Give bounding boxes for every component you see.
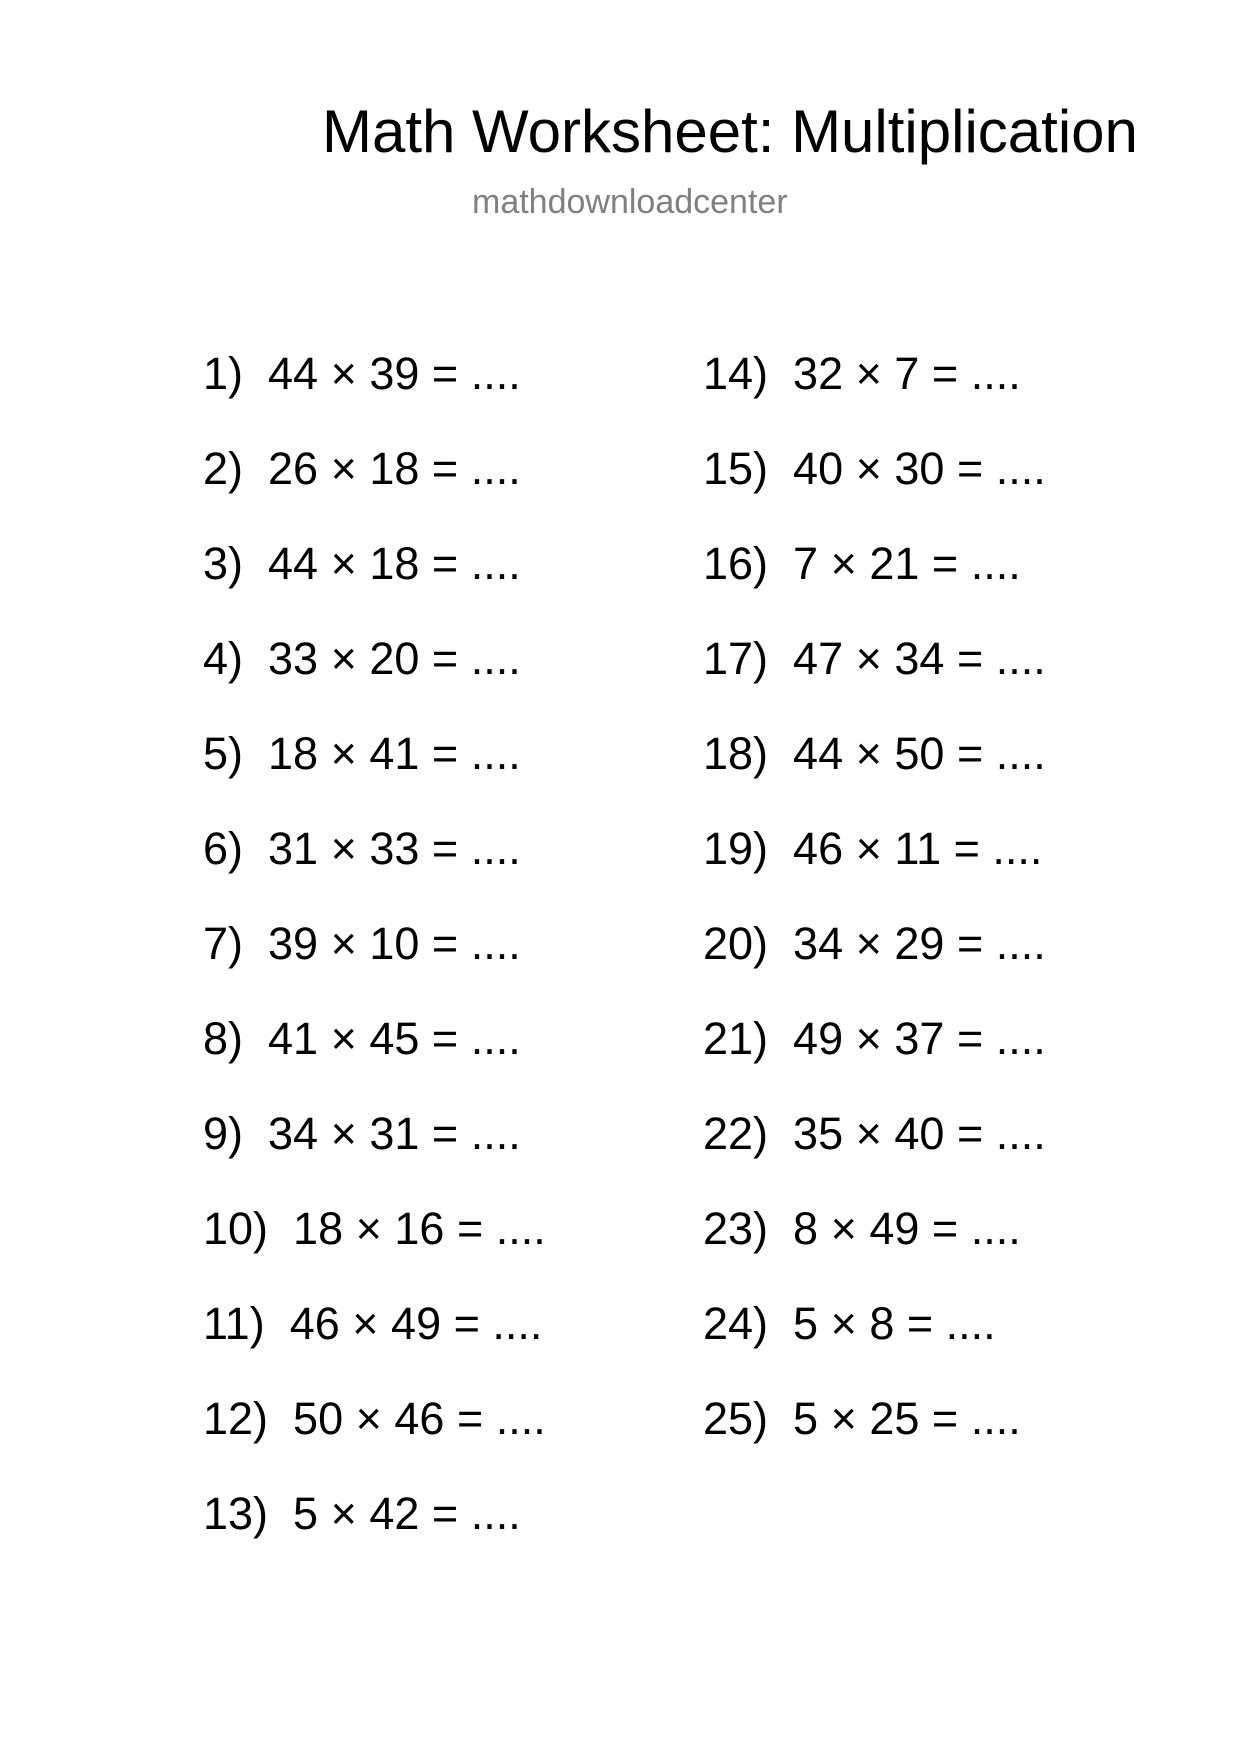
problem-19: 19) 46 × 11 = .... xyxy=(703,823,1043,874)
problem-21: 21) 49 × 37 = .... xyxy=(703,1013,1046,1064)
problem-23: 23) 8 × 49 = .... xyxy=(703,1203,1021,1254)
problem-12: 12) 50 × 46 = .... xyxy=(203,1393,546,1444)
worksheet-source: mathdownloadcenter xyxy=(472,183,788,221)
worksheet-title: Math Worksheet: Multiplication xyxy=(322,98,1138,165)
problem-14: 14) 32 × 7 = .... xyxy=(703,348,1021,399)
problem-22: 22) 35 × 40 = .... xyxy=(703,1108,1046,1159)
problem-16: 16) 7 × 21 = .... xyxy=(703,538,1021,589)
problem-list-left xyxy=(203,326,546,1561)
problem-4: 4) 33 × 20 = .... xyxy=(203,633,521,684)
problem-10: 10) 18 × 16 = .... xyxy=(203,1203,546,1254)
problem-9: 9) 34 × 31 = .... xyxy=(203,1108,521,1159)
problem-15: 15) 40 × 30 = .... xyxy=(703,443,1046,494)
problem-2: 2) 26 × 18 = .... xyxy=(203,443,521,494)
problem-11: 11) 46 × 49 = .... xyxy=(203,1298,543,1349)
problem-1: 1) 44 × 39 = .... xyxy=(203,348,521,399)
problem-3: 3) 44 × 18 = .... xyxy=(203,538,521,589)
problem-17: 17) 47 × 34 = .... xyxy=(703,633,1046,684)
problem-25: 25) 5 × 25 = .... xyxy=(703,1393,1021,1444)
problem-24: 24) 5 × 8 = .... xyxy=(703,1298,996,1349)
problem-6: 6) 31 × 33 = .... xyxy=(203,823,521,874)
problem-8: 8) 41 × 45 = .... xyxy=(203,1013,521,1064)
problem-18: 18) 44 × 50 = .... xyxy=(703,728,1046,779)
problem-13: 13) 5 × 42 = .... xyxy=(203,1488,521,1539)
problem-20: 20) 34 × 29 = .... xyxy=(703,918,1046,969)
problem-7: 7) 39 × 10 = .... xyxy=(203,918,521,969)
problem-5: 5) 18 × 41 = .... xyxy=(203,728,521,779)
problem-list-right xyxy=(703,326,1046,1466)
